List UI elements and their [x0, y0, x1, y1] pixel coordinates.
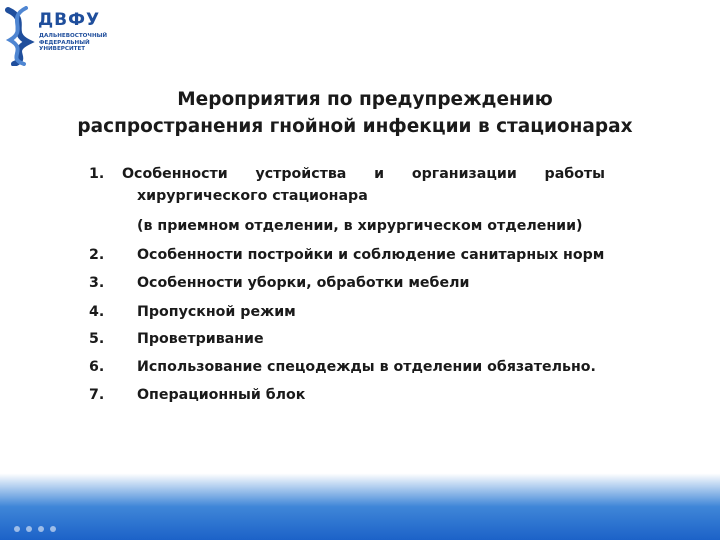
item-word: и	[374, 166, 385, 182]
decoration-dot	[26, 526, 32, 532]
title-line: распространения гнойной инфекции в стационарах	[77, 116, 633, 137]
item-number: 6.	[89, 359, 105, 375]
item-text: Особенности постройки и соблюдение санитарных норм	[137, 247, 605, 263]
item-text: Операционный блок	[137, 387, 306, 403]
list-item	[0, 359, 720, 381]
list-item	[0, 304, 720, 326]
item-text-line: хирургического стационара	[137, 188, 368, 204]
footer-decoration	[14, 526, 56, 532]
list-item	[0, 275, 720, 297]
item-text-line: (в приемном отделении, в хирургическом отделении)	[137, 218, 583, 234]
item-text: Проветривание	[137, 331, 264, 347]
item-number: 1.	[89, 166, 105, 182]
item-number: 7.	[89, 387, 105, 403]
item-number: 3.	[89, 275, 105, 291]
list-item-continuation	[0, 188, 720, 210]
item-word: организации	[411, 166, 517, 182]
item-text: Использование спецодежды в отделении обязательно.	[137, 359, 596, 375]
logo-subtitle-line: ФЕДЕРАЛЬНЫЙ	[39, 39, 90, 46]
item-word: устройства	[255, 166, 347, 182]
list-item-continuation	[0, 218, 720, 240]
list-item	[0, 247, 720, 269]
logo-name: ДВФУ	[38, 10, 101, 30]
logo-subtitle-line: ДАЛЬНЕВОСТОЧНЫЙ	[39, 33, 108, 39]
item-number: 5.	[89, 331, 105, 347]
item-word: работы	[544, 166, 605, 182]
item-number: 4.	[89, 304, 105, 320]
decoration-dot	[14, 526, 20, 532]
list-item	[0, 387, 720, 409]
decoration-dot	[50, 526, 56, 532]
list-item	[0, 331, 720, 353]
decoration-dot	[38, 526, 44, 532]
list-item	[0, 166, 720, 188]
dna-helix-icon	[2, 6, 36, 66]
item-word: Особенности	[122, 166, 228, 182]
slide-title	[0, 86, 710, 140]
item-text-line	[122, 166, 605, 182]
item-text: Особенности уборки, обработки мебели	[137, 275, 470, 291]
item-text: Пропускной режим	[137, 304, 296, 320]
item-number: 2.	[89, 247, 105, 263]
logo-subtitle	[39, 33, 109, 53]
university-logo	[2, 6, 112, 66]
title-line: Мероприятия по предупреждению	[177, 89, 553, 110]
footer-band	[0, 466, 720, 540]
logo-subtitle-line: УНИВЕРСИТЕТ	[39, 46, 86, 53]
